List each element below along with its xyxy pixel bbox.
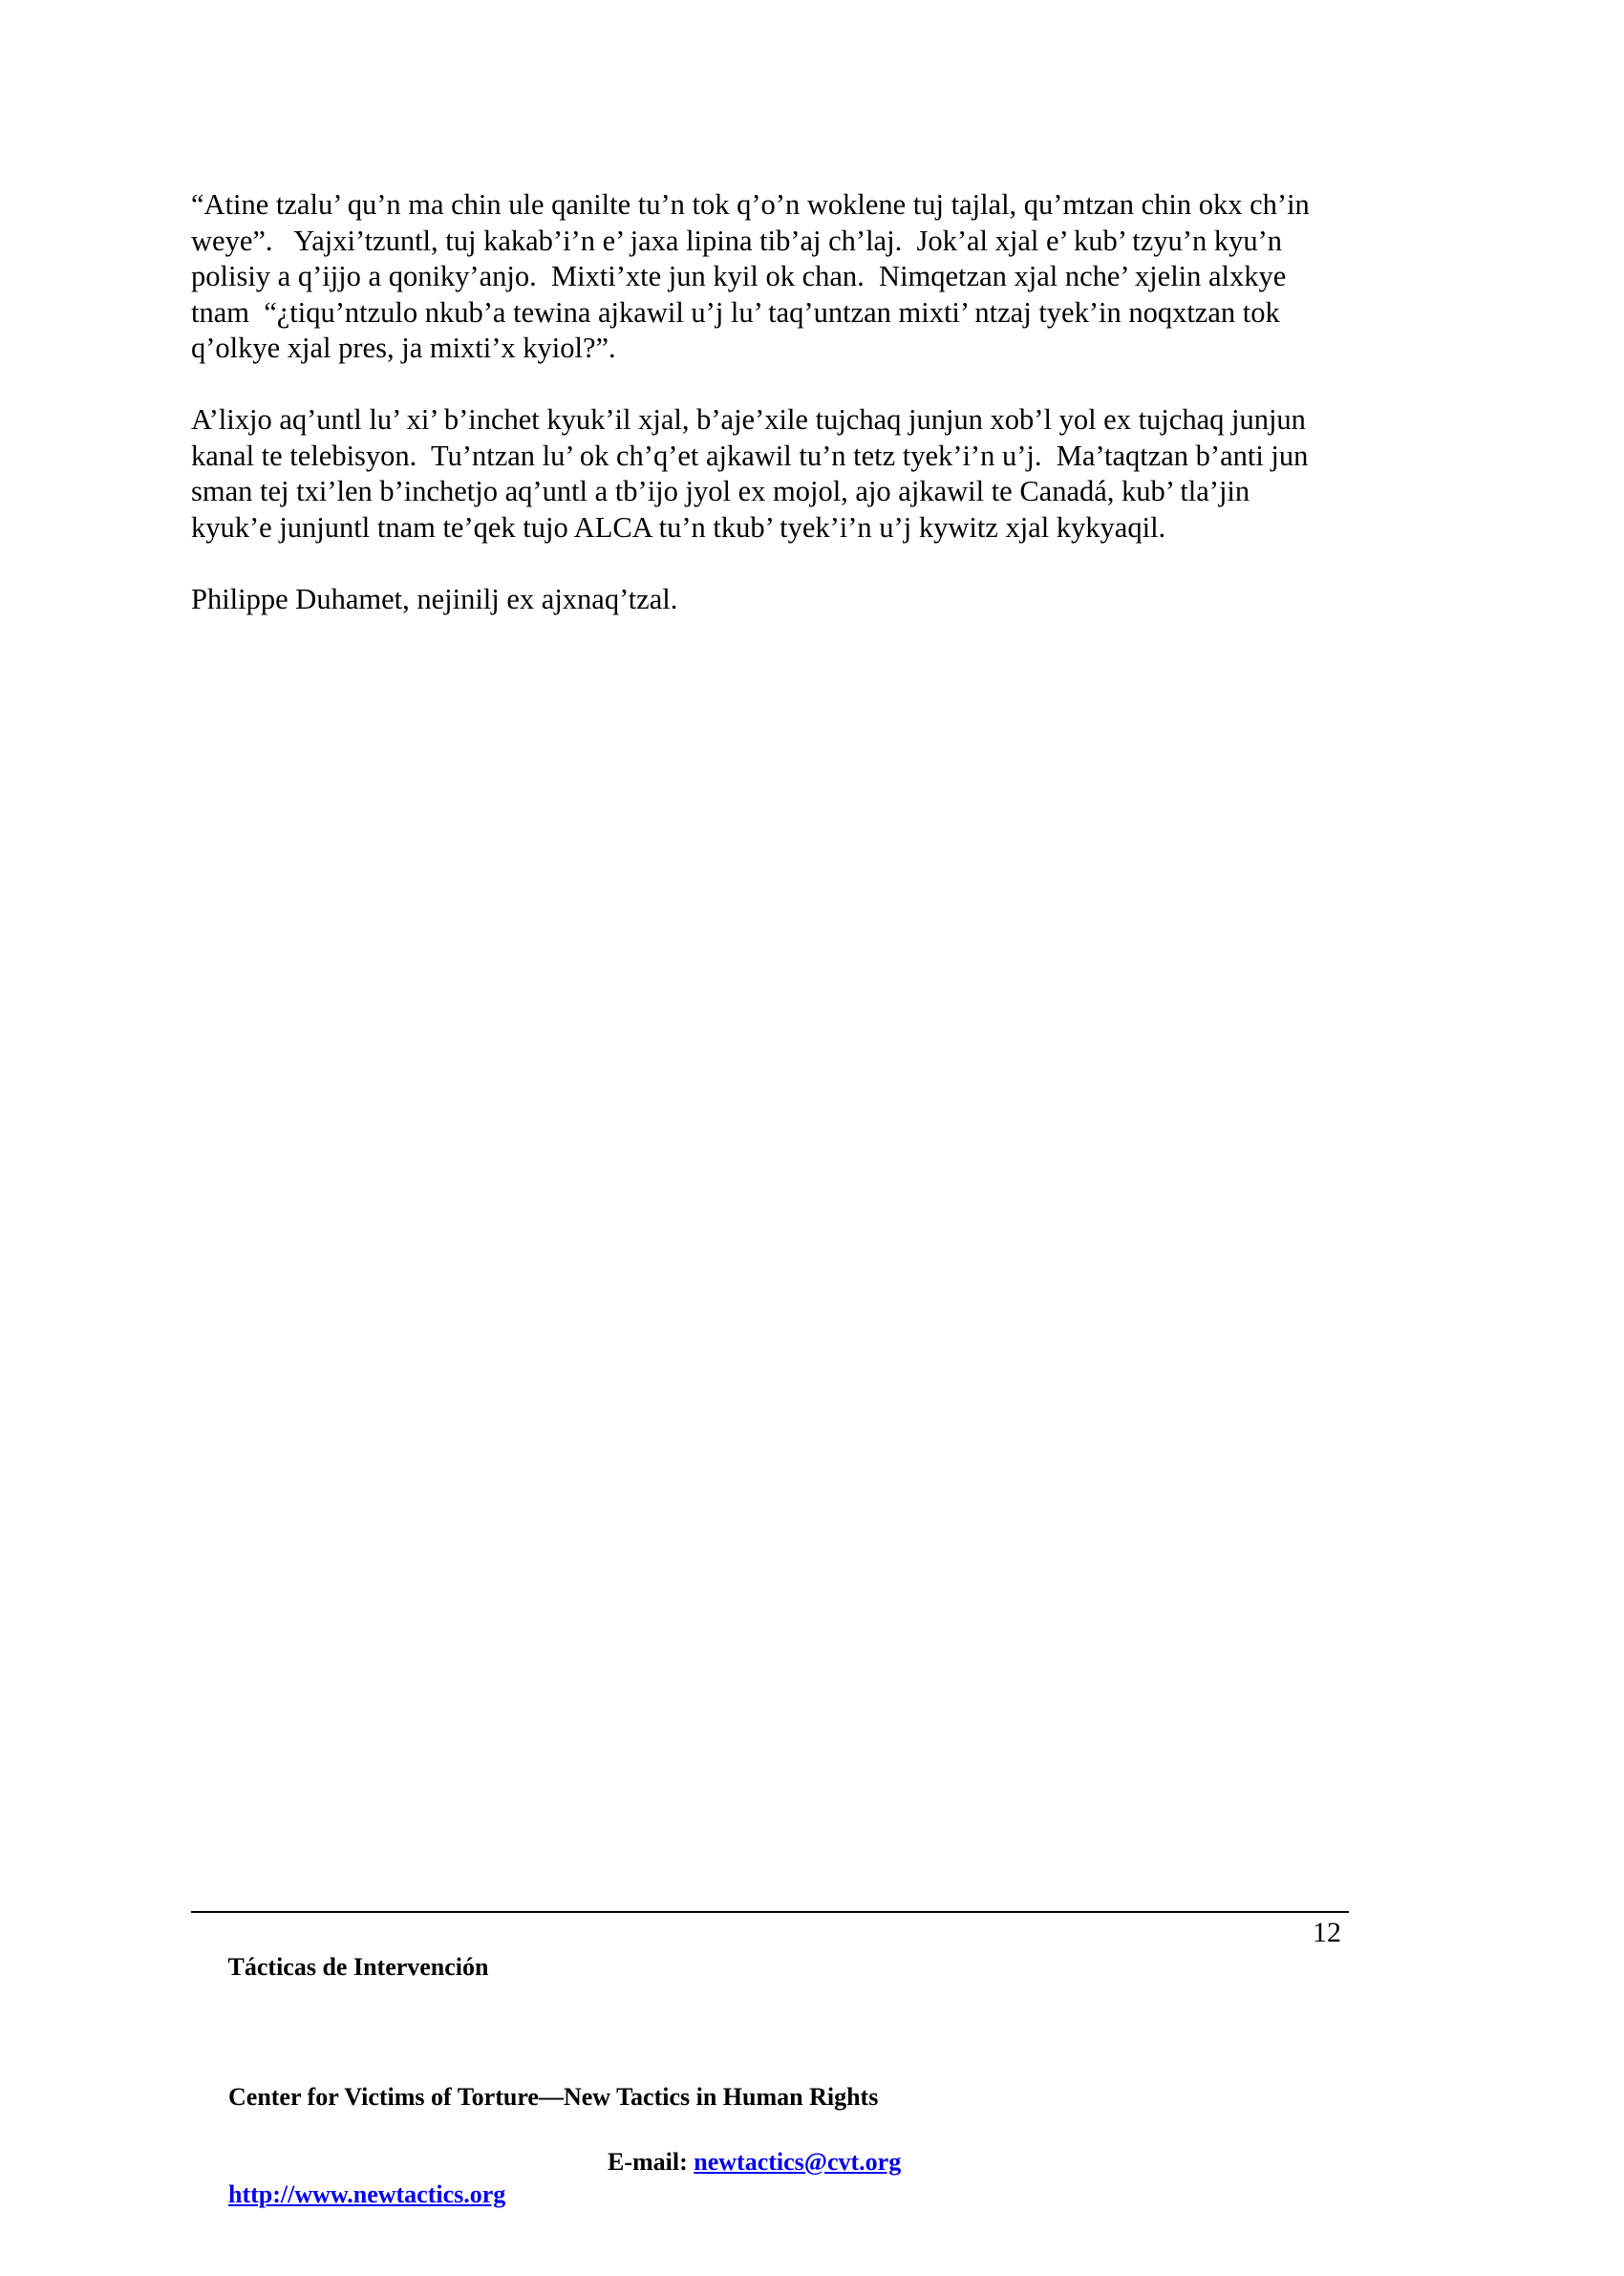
paragraph-quote: [191, 187, 1423, 367]
footer-divider: [191, 1911, 1349, 1913]
paragraph-signature: [191, 582, 1423, 618]
text-line: A’lixjo aq’untl lu’ xi’ b’inchet kyuk’il xjal, b’aje’xile tujchaq junjun xob’l yol ex tujchaq junjun: [191, 403, 1306, 436]
website-link[interactable]: http://www.newtactics.org: [228, 2180, 506, 2208]
text-line: kyuk’e junjuntl tnam te’qek tujo ALCA tu’n tkub’ tyek’i’n u’j kywitz xjal kykyaqil.: [191, 510, 1166, 544]
text-line: q’olkye xjal pres, ja mixti’x kyiol?”.: [191, 332, 616, 364]
text-line: sman tej txi’len b’inchetjo aq’untl a tb’ijo jyol ex mojol, ajo ajkawil te Canadá, kub’ tla’jin: [191, 475, 1250, 507]
email-block: [608, 2146, 901, 2179]
text-line: tnam “¿tiqu’ntzulo nkub’a tewina ajkawil u’j lu’ taq’untzan mixti’ ntzaj tyek’in noqxtzan tok: [191, 295, 1280, 329]
footer-title-row: [191, 1919, 1349, 2049]
footer-organization-row: [191, 2049, 1349, 2146]
text-line: “Atine tzalu’ qu’n ma chin ule qanilte tu’n tok q’o’n woklene tuj tajlal, qu’mtzan chin okx ch’in: [191, 188, 1310, 221]
document-body: [191, 187, 1423, 654]
text-line: weye”. Yajxi’tzuntl, tuj kakab’i’n e’ jaxa lipina tib’aj ch’laj. Jok’al xjal e’ kub’ tzyu’n kyu’n: [191, 224, 1282, 257]
footer-organization: Center for Victims of Torture—New Tactics in Human Rights: [228, 2083, 879, 2111]
text-line: polisiy a q’ijjo a qoniky’anjo. Mixti’xte jun kyil ok chan. Nimqetzan xjal nche’ xjelin alxkye: [191, 260, 1287, 292]
email-link[interactable]: newtactics@cvt.org: [694, 2148, 902, 2176]
footer-links-row: [191, 2146, 1349, 2276]
page-footer: [191, 1911, 1349, 2276]
text-line: kanal te telebisyon. Tu’ntzan lu’ ok ch’q’et ajkawil tu’n tetz tyek’i’n u’j. Ma’taqtzan b’anti jun: [191, 439, 1309, 472]
page-number: 12: [1313, 1917, 1341, 1948]
footer-title: Tácticas de Intervención: [227, 1953, 489, 1981]
email-label: E-mail:: [608, 2148, 694, 2176]
paragraph-campaign: [191, 402, 1423, 546]
author-line: Philippe Duhamet, nejinilj ex ajxnaq’tzal.: [191, 582, 678, 615]
